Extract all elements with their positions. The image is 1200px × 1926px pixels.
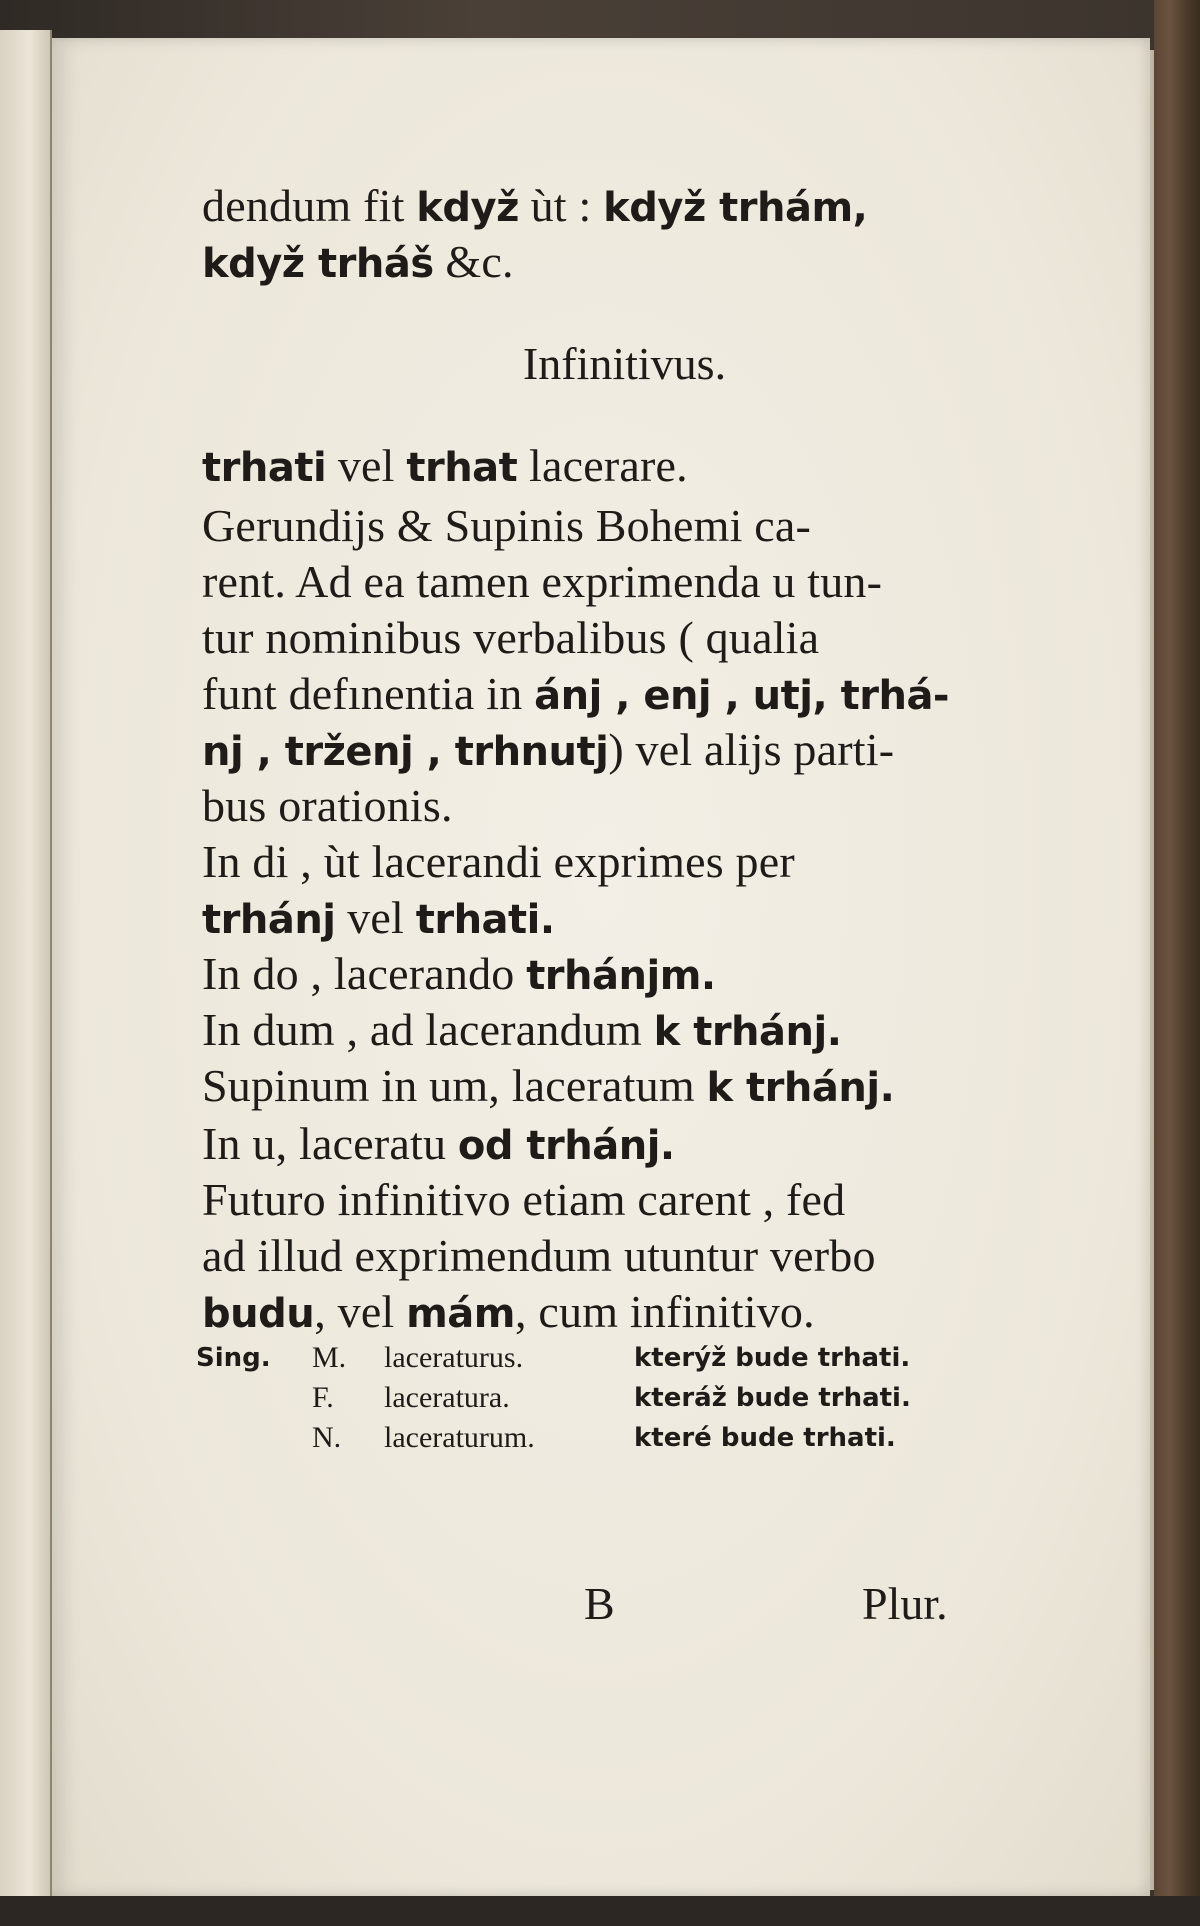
text-line	[202, 1002, 1047, 1060]
roman-text: Supinum in um, laceratum	[202, 1060, 707, 1111]
paradigm-row	[202, 1378, 1047, 1418]
roman-text: rent. Ad ea tamen exprimenda u tun-	[202, 556, 883, 607]
section-heading: Infinitivus.	[522, 338, 727, 389]
gender-label: F.	[312, 1381, 334, 1414]
blackletter-word: trhati	[202, 445, 327, 491]
czech-form: které bude trhati.	[634, 1423, 896, 1453]
roman-text: , cum infinitivo.	[514, 1286, 815, 1337]
text-line	[202, 178, 1047, 236]
blackletter-word: nj , trženj , trhnutj	[202, 729, 609, 775]
text-line	[202, 498, 1047, 554]
roman-text: funt defınentia in	[202, 668, 535, 719]
gender-label: N.	[312, 1421, 342, 1454]
latin-form: laceraturum.	[384, 1421, 535, 1454]
book-page	[52, 38, 1150, 1896]
paradigm-row	[196, 1338, 1047, 1378]
blackletter-word: když trhám,	[603, 185, 868, 231]
blackletter-word: mám	[406, 1291, 515, 1337]
roman-text: In di , ùt lacerandi exprimes per	[202, 836, 795, 887]
page-footer	[202, 1574, 1047, 1634]
roman-text: In do , lacerando	[202, 948, 527, 999]
roman-text: vel	[326, 440, 407, 491]
text-line	[202, 1116, 1047, 1174]
roman-text: In dum , ad lacerandum	[202, 1004, 654, 1055]
blackletter-word: od trhánj.	[457, 1123, 675, 1169]
text-line	[202, 666, 1047, 724]
latin-form: laceratura.	[384, 1381, 510, 1414]
roman-text: ùt :	[518, 180, 604, 231]
latin-form: laceraturus.	[384, 1341, 524, 1374]
roman-text: , vel	[314, 1286, 407, 1337]
blackletter-word: když	[416, 185, 519, 231]
text-line	[202, 438, 1047, 496]
blackletter-word: trhánj	[202, 897, 336, 943]
czech-form: kterýž bude trhati.	[634, 1343, 911, 1373]
number-label: Sing.	[196, 1343, 271, 1373]
roman-text: Gerundijs & Supinis Bohemi ca-	[202, 500, 812, 551]
text-line	[202, 234, 1047, 292]
text-line	[202, 1172, 1047, 1228]
book-cover-edge	[1154, 0, 1200, 1926]
blackletter-word: k trhánj.	[653, 1009, 842, 1055]
roman-text: lacerare.	[517, 440, 688, 491]
text-line	[202, 890, 1047, 948]
signature-mark: B	[584, 1578, 615, 1629]
text-line	[202, 1228, 1047, 1284]
text-line	[202, 778, 1047, 834]
text-line	[202, 722, 1047, 780]
text-line	[202, 1058, 1047, 1116]
text-line	[202, 946, 1047, 1004]
roman-text: bus orationis.	[202, 780, 453, 831]
czech-form: kteráž bude trhati.	[634, 1383, 911, 1413]
roman-text: ) vel alijs parti-	[608, 724, 895, 775]
roman-text: tur nominibus verbalibus ( qualia	[202, 612, 820, 663]
blackletter-word: trhati.	[415, 897, 555, 943]
roman-text: &c.	[433, 236, 514, 287]
blackletter-word: když trháš	[202, 241, 434, 287]
roman-text: dendum fit	[202, 180, 417, 231]
roman-text: vel	[335, 892, 416, 943]
roman-text: Futuro infinitivo etiam carent , fed	[202, 1174, 846, 1225]
catchword: Plur.	[862, 1578, 948, 1629]
blackletter-word: budu	[202, 1291, 315, 1337]
text-line	[202, 1284, 1047, 1342]
gender-label: M.	[312, 1341, 347, 1374]
facing-page-edge	[0, 30, 52, 1900]
scan-bottom-margin	[0, 1896, 1200, 1926]
text-line	[202, 610, 1047, 666]
text-line	[202, 554, 1047, 610]
roman-text: In u, laceratu	[202, 1118, 458, 1169]
blackletter-word: trhat	[406, 445, 518, 491]
text-line	[202, 834, 1047, 890]
blackletter-word: trhánjm.	[526, 953, 716, 999]
blackletter-word: ánj , enj , utj, trhá-	[534, 673, 950, 719]
roman-text: ad illud exprimendum utuntur verbo	[202, 1230, 876, 1281]
paradigm-row	[202, 1418, 1047, 1458]
blackletter-word: k trhánj.	[706, 1065, 895, 1111]
